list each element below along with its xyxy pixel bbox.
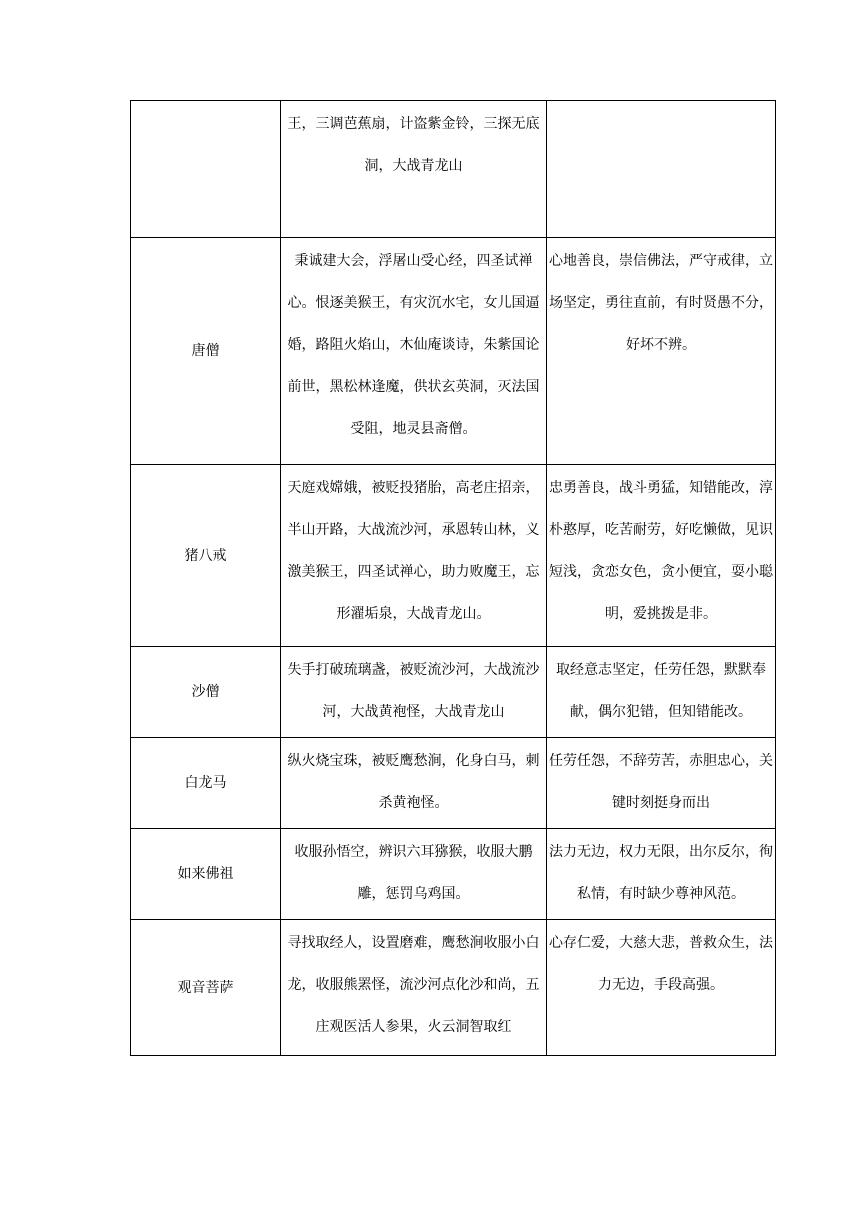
traits-text: 法力无边，权力无限，出尔反尔，徇私情，有时缺少尊神风范。 (549, 844, 773, 902)
events-text: 收服孙悟空，辨识六耳猕猴，收服大鹏雕，惩罚乌鸡国。 (294, 844, 533, 902)
character-name-cell: 观音菩萨 (131, 920, 281, 1056)
events-cell (281, 465, 547, 647)
traits-text: 心地善良，崇信佛法，严守戒律，立场坚定，勇往直前，有时贤愚不分，好坏不辨。 (549, 253, 773, 353)
traits-text: 取经意志坚定，任劳任怨，默默奉献，偶尔犯错，但知错能改。 (556, 662, 766, 720)
traits-cell (547, 238, 776, 465)
character-name-cell: 唐僧 (131, 238, 281, 465)
events-text: 王，三调芭蕉扇，计盗紫金铃，三探无底洞，大战青龙山 (287, 116, 540, 174)
table-row (131, 829, 776, 920)
traits-cell (547, 738, 776, 829)
table-row (131, 647, 776, 738)
events-text: 秉诚建大会，浮屠山受心经，四圣试禅心。恨逐美猴王，有灾沉水宅，女儿国逼婚，路阻火焰山，木仙庵谈诗，朱紫国论前世，黑松林逢魔，供状玄英洞，灭法国受阻，地灵县斋僧。 (287, 253, 540, 437)
character-name-cell (131, 101, 281, 238)
table-row (131, 101, 776, 238)
events-cell (281, 101, 547, 238)
character-name-cell: 白龙马 (131, 738, 281, 829)
traits-cell (547, 101, 776, 238)
table-row (131, 920, 776, 1056)
traits-cell (547, 647, 776, 738)
character-name-cell: 沙僧 (131, 647, 281, 738)
traits-cell (547, 829, 776, 920)
character-name-cell: 猪八戒 (131, 465, 281, 647)
traits-cell (547, 920, 776, 1056)
events-cell (281, 647, 547, 738)
events-text: 失手打破琉璃盏，被贬流沙河，大战流沙河，大战黄袍怪，大战青龙山 (287, 662, 540, 720)
character-name-cell: 如来佛祖 (131, 829, 281, 920)
events-cell (281, 829, 547, 920)
events-text: 天庭戏嫦娥，被贬投猪胎，高老庄招亲，半山开路，大战流沙河，承恩转山林，义激美猴王，四圣试禅心，助力败魔王，忘形濯垢泉，大战青龙山。 (287, 480, 540, 622)
events-text: 寻找取经人，设置磨难，鹰愁涧收服小白龙，收服熊罴怪，流沙河点化沙和尚，五庄观医活人参果，火云洞智取红 (287, 935, 540, 1035)
traits-text: 心存仁爱，大慈大悲，普救众生，法力无边，手段高强。 (549, 935, 773, 993)
table-row (131, 465, 776, 647)
events-text: 纵火烧宝珠，被贬鹰愁涧，化身白马，刺杀黄袍怪。 (287, 753, 540, 811)
traits-text: 忠勇善良，战斗勇猛，知错能改，淳朴憨厚，吃苦耐劳，好吃懒做，见识短浅，贪恋女色，贪小便宜，耍小聪明，爱挑拨是非。 (549, 480, 773, 622)
events-cell (281, 920, 547, 1056)
table-row (131, 238, 776, 465)
table-row (131, 738, 776, 829)
character-table (130, 100, 776, 1056)
events-cell (281, 738, 547, 829)
events-cell (281, 238, 547, 465)
traits-cell (547, 465, 776, 647)
traits-text: 任劳任怨，不辞劳苦，赤胆忠心，关键时刻挺身而出 (549, 753, 773, 811)
